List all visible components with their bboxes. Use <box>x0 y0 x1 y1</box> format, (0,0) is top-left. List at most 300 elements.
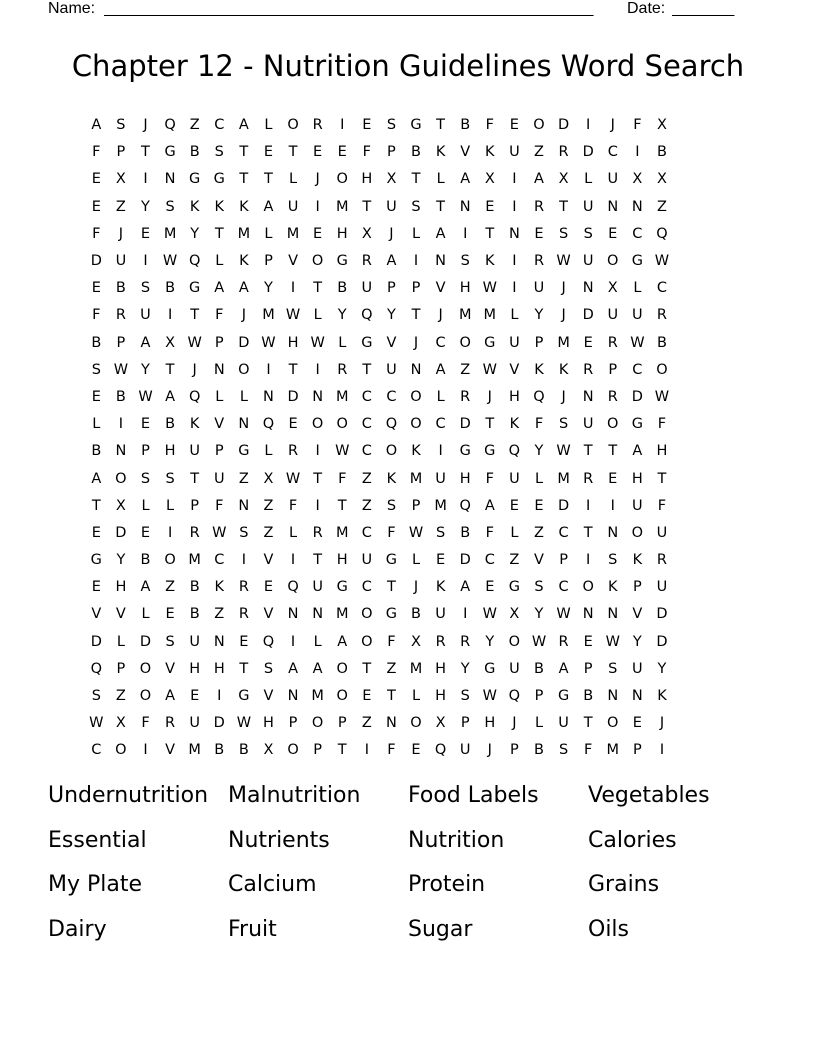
grid-letter[interactable]: W <box>654 388 670 405</box>
grid-letter[interactable]: S <box>436 524 446 541</box>
grid-letter[interactable]: A <box>238 280 249 297</box>
grid-letter[interactable]: W <box>310 334 325 351</box>
grid-letter[interactable]: O <box>336 688 348 705</box>
grid-letter[interactable]: Z <box>263 524 274 541</box>
grid-letter[interactable]: P <box>510 742 519 759</box>
grid-letter[interactable]: X <box>558 171 569 188</box>
grid-letter[interactable]: E <box>534 497 544 514</box>
grid-letter[interactable]: M <box>335 198 349 215</box>
grid-letter[interactable]: A <box>435 225 446 242</box>
grid-letter[interactable]: T <box>485 225 495 242</box>
grid-letter[interactable]: V <box>288 253 298 270</box>
grid-letter[interactable]: K <box>485 253 495 270</box>
grid-letter[interactable]: N <box>263 388 274 405</box>
grid-letter[interactable]: T <box>362 361 372 378</box>
grid-letter[interactable]: F <box>387 633 396 650</box>
grid-letter[interactable]: R <box>115 307 126 324</box>
grid-letter[interactable]: Y <box>141 198 150 215</box>
grid-letter[interactable]: V <box>165 660 176 677</box>
grid-letter[interactable]: X <box>263 742 274 759</box>
grid-letter[interactable]: P <box>264 253 273 270</box>
grid-letter[interactable]: N <box>508 225 520 242</box>
grid-letter[interactable]: M <box>188 552 201 569</box>
grid-letter[interactable]: A <box>140 334 151 351</box>
grid-letter[interactable]: N <box>385 715 397 732</box>
grid-letter[interactable]: S <box>165 633 175 650</box>
grid-letter[interactable]: L <box>633 280 642 297</box>
grid-letter[interactable]: S <box>165 198 175 215</box>
grid-letter[interactable]: T <box>608 443 618 460</box>
grid-letter[interactable]: T <box>239 660 249 677</box>
grid-letter[interactable]: T <box>165 361 175 378</box>
grid-letter[interactable]: T <box>190 470 200 487</box>
grid-letter[interactable]: R <box>238 579 249 596</box>
grid-letter[interactable]: Y <box>632 633 642 650</box>
grid-letter[interactable]: L <box>92 416 101 433</box>
grid-letter[interactable]: B <box>583 688 594 705</box>
grid-letter[interactable]: P <box>190 497 200 514</box>
grid-letter[interactable]: Y <box>534 606 544 623</box>
grid-letter[interactable]: T <box>214 225 224 242</box>
grid-letter[interactable]: I <box>315 198 320 215</box>
grid-letter[interactable]: I <box>143 253 148 270</box>
grid-letter[interactable]: E <box>608 225 618 242</box>
grid-letter[interactable]: W <box>162 253 178 270</box>
grid-letter[interactable]: T <box>288 361 298 378</box>
grid-letter[interactable]: U <box>386 198 397 215</box>
grid-letter[interactable]: K <box>189 198 200 215</box>
grid-letter[interactable]: O <box>336 660 348 677</box>
grid-letter[interactable]: R <box>583 361 594 378</box>
grid-letter[interactable]: G <box>336 579 348 596</box>
grid-letter[interactable]: E <box>140 416 151 433</box>
grid-letter[interactable]: I <box>463 606 468 623</box>
grid-letter[interactable]: E <box>288 416 298 433</box>
grid-letter[interactable]: M <box>311 688 324 705</box>
grid-letter[interactable]: A <box>435 361 446 378</box>
grid-letter[interactable]: Z <box>238 470 249 487</box>
grid-letter[interactable]: Q <box>508 443 521 460</box>
grid-letter[interactable]: R <box>435 633 446 650</box>
grid-letter[interactable]: P <box>387 280 396 297</box>
grid-letter[interactable]: H <box>263 715 274 732</box>
grid-letter[interactable]: L <box>510 524 519 541</box>
grid-letter[interactable]: C <box>361 579 372 596</box>
grid-letter[interactable]: R <box>558 633 569 650</box>
grid-letter[interactable]: S <box>116 117 126 134</box>
grid-letter[interactable]: N <box>115 443 127 460</box>
grid-letter[interactable]: E <box>91 280 101 297</box>
grid-letter[interactable]: B <box>238 742 249 759</box>
grid-letter[interactable]: E <box>485 198 495 215</box>
grid-letter[interactable]: D <box>287 388 299 405</box>
grid-letter[interactable]: U <box>509 144 520 161</box>
grid-letter[interactable]: E <box>91 388 101 405</box>
grid-letter[interactable]: P <box>116 144 126 161</box>
grid-letter[interactable]: Q <box>164 117 176 134</box>
grid-letter[interactable]: C <box>91 742 102 759</box>
grid-letter[interactable]: N <box>213 633 225 650</box>
grid-letter[interactable]: U <box>287 198 299 215</box>
grid-letter[interactable]: M <box>557 470 570 487</box>
grid-letter[interactable]: E <box>534 225 544 242</box>
grid-letter[interactable]: J <box>659 715 665 732</box>
grid-letter[interactable]: T <box>313 470 323 487</box>
grid-letter[interactable]: Y <box>386 307 396 324</box>
grid-letter[interactable]: G <box>484 334 496 351</box>
grid-letter[interactable]: F <box>485 117 494 134</box>
grid-letter[interactable]: D <box>459 552 471 569</box>
grid-letter[interactable]: C <box>607 144 618 161</box>
grid-letter[interactable]: F <box>485 524 494 541</box>
grid-letter[interactable]: J <box>389 225 394 242</box>
grid-letter[interactable]: P <box>632 579 642 596</box>
grid-letter[interactable]: C <box>632 225 643 242</box>
grid-letter[interactable]: H <box>361 171 373 188</box>
grid-letter[interactable]: T <box>337 497 347 514</box>
grid-letter[interactable]: Z <box>361 497 372 514</box>
grid-letter[interactable]: J <box>413 334 419 351</box>
grid-letter[interactable]: B <box>460 524 471 541</box>
grid-letter[interactable]: A <box>558 660 569 677</box>
grid-letter[interactable]: A <box>91 117 102 134</box>
grid-letter[interactable]: Z <box>656 198 667 215</box>
grid-letter[interactable]: W <box>654 253 670 270</box>
grid-letter[interactable]: S <box>263 660 274 677</box>
grid-letter[interactable]: E <box>313 225 323 242</box>
grid-letter[interactable]: F <box>92 307 101 324</box>
grid-letter[interactable]: W <box>482 688 497 705</box>
grid-letter[interactable]: G <box>410 117 422 134</box>
grid-letter[interactable]: H <box>459 280 471 297</box>
grid-letter[interactable]: X <box>115 497 126 514</box>
grid-letter[interactable]: L <box>264 443 273 460</box>
grid-letter[interactable]: D <box>459 416 471 433</box>
grid-letter[interactable]: B <box>140 552 151 569</box>
name-field[interactable]: _______________________________________________________ <box>104 0 594 17</box>
grid-letter[interactable]: T <box>190 307 200 324</box>
grid-letter[interactable]: B <box>337 280 348 297</box>
grid-letter[interactable]: E <box>509 117 519 134</box>
grid-letter[interactable]: Q <box>533 388 545 405</box>
grid-letter[interactable]: S <box>214 144 224 161</box>
grid-letter[interactable]: E <box>140 524 151 541</box>
grid-letter[interactable]: H <box>656 443 668 460</box>
grid-letter[interactable]: O <box>361 633 373 650</box>
grid-letter[interactable]: O <box>508 633 521 650</box>
grid-letter[interactable]: R <box>460 388 471 405</box>
grid-letter[interactable]: P <box>337 715 347 732</box>
grid-letter[interactable]: D <box>115 524 127 541</box>
grid-letter[interactable]: D <box>582 144 594 161</box>
grid-letter[interactable]: T <box>386 579 396 596</box>
grid-letter[interactable]: Q <box>459 497 471 514</box>
grid-letter[interactable]: U <box>361 280 373 297</box>
grid-letter[interactable]: M <box>483 307 497 324</box>
grid-letter[interactable]: T <box>313 280 323 297</box>
grid-letter[interactable]: A <box>632 443 643 460</box>
grid-letter[interactable]: W <box>605 633 620 650</box>
grid-letter[interactable]: I <box>290 633 296 650</box>
grid-letter[interactable]: U <box>582 416 594 433</box>
date-field[interactable]: _______ <box>672 0 735 17</box>
grid-letter[interactable]: H <box>631 470 643 487</box>
grid-letter[interactable]: C <box>632 361 643 378</box>
grid-letter[interactable]: H <box>435 688 447 705</box>
grid-letter[interactable]: R <box>312 524 323 541</box>
grid-letter[interactable]: P <box>460 715 470 732</box>
grid-letter[interactable]: H <box>115 579 127 596</box>
grid-letter[interactable]: Z <box>534 144 544 161</box>
grid-letter[interactable]: S <box>140 470 151 487</box>
grid-letter[interactable]: L <box>411 225 421 242</box>
grid-letter[interactable]: W <box>187 334 202 351</box>
grid-letter[interactable]: J <box>192 361 197 378</box>
grid-letter[interactable]: C <box>361 524 372 541</box>
grid-letter[interactable]: M <box>335 606 349 623</box>
grid-letter[interactable]: R <box>558 144 569 161</box>
grid-letter[interactable]: W <box>556 606 571 623</box>
grid-letter[interactable]: T <box>337 742 347 759</box>
grid-letter[interactable]: T <box>239 144 249 161</box>
grid-letter[interactable]: Q <box>508 688 521 705</box>
grid-letter[interactable]: O <box>336 416 348 433</box>
grid-letter[interactable]: C <box>214 117 225 134</box>
grid-letter[interactable]: A <box>288 660 298 677</box>
grid-letter[interactable]: U <box>115 253 127 270</box>
grid-letter[interactable]: N <box>287 688 299 705</box>
grid-letter[interactable]: R <box>656 307 667 324</box>
grid-letter[interactable]: X <box>484 171 495 188</box>
grid-letter[interactable]: H <box>336 552 348 569</box>
grid-letter[interactable]: D <box>557 117 570 134</box>
grid-letter[interactable]: S <box>91 361 101 378</box>
grid-letter[interactable]: B <box>189 144 200 161</box>
grid-letter[interactable]: P <box>559 552 568 569</box>
grid-letter[interactable]: K <box>485 144 495 161</box>
grid-letter[interactable]: N <box>607 688 619 705</box>
grid-letter[interactable]: V <box>460 144 471 161</box>
grid-letter[interactable]: H <box>484 715 496 732</box>
grid-letter[interactable]: F <box>215 307 224 324</box>
grid-letter[interactable]: B <box>534 660 544 677</box>
grid-letter[interactable]: K <box>411 443 421 460</box>
grid-letter[interactable]: D <box>557 497 570 514</box>
grid-letter[interactable]: A <box>263 198 274 215</box>
grid-letter[interactable]: V <box>263 606 274 623</box>
grid-letter[interactable]: X <box>115 171 126 188</box>
grid-letter[interactable]: I <box>167 307 173 324</box>
grid-letter[interactable]: W <box>89 715 104 732</box>
grid-letter[interactable]: M <box>458 307 472 324</box>
grid-letter[interactable]: M <box>286 225 300 242</box>
grid-letter[interactable]: W <box>212 524 227 541</box>
grid-letter[interactable]: F <box>92 225 101 242</box>
grid-letter[interactable]: D <box>139 633 152 650</box>
grid-letter[interactable]: B <box>411 144 421 161</box>
grid-letter[interactable]: V <box>534 552 544 569</box>
grid-letter[interactable]: I <box>315 497 320 514</box>
grid-letter[interactable]: E <box>337 144 347 161</box>
grid-letter[interactable]: D <box>631 388 643 405</box>
grid-letter[interactable]: Y <box>534 443 544 460</box>
grid-letter[interactable]: H <box>287 334 299 351</box>
grid-letter[interactable]: D <box>213 715 225 732</box>
grid-letter[interactable]: I <box>635 144 640 161</box>
grid-letter[interactable]: L <box>584 171 593 188</box>
grid-letter[interactable]: B <box>165 416 176 433</box>
grid-letter[interactable]: S <box>534 579 544 596</box>
grid-letter[interactable]: X <box>165 334 176 351</box>
grid-letter[interactable]: P <box>313 742 323 759</box>
grid-letter[interactable]: L <box>215 253 224 270</box>
grid-letter[interactable]: D <box>656 633 668 650</box>
grid-letter[interactable]: Y <box>264 280 273 297</box>
grid-letter[interactable]: Q <box>262 416 275 433</box>
grid-letter[interactable]: A <box>534 171 544 188</box>
grid-letter[interactable]: G <box>189 280 201 297</box>
grid-letter[interactable]: E <box>91 524 101 541</box>
grid-letter[interactable]: R <box>165 715 176 732</box>
grid-letter[interactable]: C <box>435 334 446 351</box>
grid-letter[interactable]: G <box>385 552 398 569</box>
grid-letter[interactable]: E <box>411 742 421 759</box>
grid-letter[interactable]: C <box>361 416 372 433</box>
grid-letter[interactable]: Q <box>188 388 201 405</box>
grid-letter[interactable]: N <box>582 388 594 405</box>
grid-letter[interactable]: A <box>386 253 397 270</box>
grid-letter[interactable]: I <box>315 361 320 378</box>
grid-letter[interactable]: L <box>215 388 224 405</box>
grid-letter[interactable]: T <box>362 660 372 677</box>
grid-letter[interactable]: Q <box>656 225 668 242</box>
grid-letter[interactable]: U <box>386 361 397 378</box>
grid-letter[interactable]: V <box>435 280 446 297</box>
grid-letter[interactable]: B <box>165 280 176 297</box>
grid-letter[interactable]: R <box>607 334 618 351</box>
grid-letter[interactable]: C <box>558 524 569 541</box>
grid-letter[interactable]: F <box>288 497 298 514</box>
grid-letter[interactable]: F <box>657 416 667 433</box>
grid-letter[interactable]: L <box>411 552 421 569</box>
grid-letter[interactable]: G <box>189 171 201 188</box>
grid-letter[interactable]: Y <box>190 225 200 242</box>
grid-letter[interactable]: X <box>361 225 372 242</box>
grid-letter[interactable]: W <box>261 334 276 351</box>
grid-letter[interactable]: O <box>139 660 152 677</box>
grid-letter[interactable]: I <box>659 742 665 759</box>
grid-letter[interactable]: U <box>213 470 225 487</box>
grid-letter[interactable]: G <box>238 443 250 460</box>
grid-letter[interactable]: Y <box>657 660 667 677</box>
grid-letter[interactable]: W <box>531 633 547 650</box>
grid-letter[interactable]: U <box>632 497 643 514</box>
grid-letter[interactable]: Z <box>460 361 471 378</box>
grid-letter[interactable]: Z <box>165 579 176 596</box>
grid-letter[interactable]: U <box>509 334 520 351</box>
grid-letter[interactable]: J <box>512 715 517 732</box>
grid-letter[interactable]: X <box>263 470 274 487</box>
grid-letter[interactable]: I <box>241 552 246 569</box>
grid-letter[interactable]: D <box>90 253 102 270</box>
grid-letter[interactable]: F <box>633 117 642 134</box>
grid-letter[interactable]: V <box>165 742 176 759</box>
grid-letter[interactable]: C <box>214 552 225 569</box>
grid-letter[interactable]: P <box>214 443 224 460</box>
grid-letter[interactable]: J <box>487 742 492 759</box>
grid-letter[interactable]: U <box>509 470 520 487</box>
grid-letter[interactable]: I <box>290 552 296 569</box>
grid-letter[interactable]: O <box>115 742 127 759</box>
grid-letter[interactable]: S <box>558 416 569 433</box>
grid-letter[interactable]: I <box>512 171 517 188</box>
grid-letter[interactable]: L <box>141 497 150 514</box>
grid-letter[interactable]: B <box>214 742 225 759</box>
grid-letter[interactable]: Y <box>141 361 150 378</box>
grid-letter[interactable]: S <box>608 660 618 677</box>
grid-letter[interactable]: E <box>583 633 593 650</box>
grid-letter[interactable]: U <box>509 660 520 677</box>
grid-letter[interactable]: J <box>241 307 246 324</box>
grid-letter[interactable]: S <box>608 552 618 569</box>
grid-letter[interactable]: G <box>631 416 643 433</box>
grid-letter[interactable]: J <box>315 171 320 188</box>
grid-letter[interactable]: G <box>484 443 496 460</box>
grid-letter[interactable]: U <box>361 552 373 569</box>
grid-letter[interactable]: A <box>312 660 323 677</box>
grid-letter[interactable]: Q <box>188 253 201 270</box>
grid-letter[interactable]: G <box>336 253 348 270</box>
grid-letter[interactable]: Y <box>337 307 347 324</box>
grid-letter[interactable]: K <box>608 579 618 596</box>
grid-letter[interactable]: M <box>606 742 620 759</box>
grid-letter[interactable]: O <box>631 524 644 541</box>
grid-letter[interactable]: M <box>409 660 423 677</box>
grid-letter[interactable]: P <box>411 280 421 297</box>
grid-letter[interactable]: M <box>434 497 447 514</box>
grid-letter[interactable]: N <box>582 606 594 623</box>
grid-letter[interactable]: T <box>485 416 495 433</box>
grid-letter[interactable]: K <box>214 198 225 215</box>
grid-letter[interactable]: C <box>558 579 569 596</box>
grid-letter[interactable]: T <box>362 198 372 215</box>
grid-letter[interactable]: E <box>263 144 274 161</box>
grid-letter[interactable]: S <box>558 742 569 759</box>
grid-letter[interactable]: U <box>582 198 594 215</box>
grid-letter[interactable]: S <box>460 688 470 705</box>
grid-letter[interactable]: S <box>140 280 151 297</box>
grid-letter[interactable]: V <box>115 606 126 623</box>
grid-letter[interactable]: C <box>361 388 372 405</box>
grid-letter[interactable]: U <box>632 307 643 324</box>
grid-letter[interactable]: Z <box>534 524 544 541</box>
grid-letter[interactable]: P <box>214 334 224 351</box>
grid-letter[interactable]: E <box>91 198 101 215</box>
grid-letter[interactable]: K <box>509 416 520 433</box>
grid-letter[interactable]: F <box>584 742 593 759</box>
grid-letter[interactable]: S <box>411 198 421 215</box>
grid-letter[interactable]: H <box>189 660 201 677</box>
grid-letter[interactable]: J <box>487 388 492 405</box>
grid-letter[interactable]: E <box>485 579 495 596</box>
grid-letter[interactable]: U <box>459 742 471 759</box>
grid-letter[interactable]: W <box>285 307 301 324</box>
grid-letter[interactable]: N <box>607 606 619 623</box>
grid-letter[interactable]: G <box>631 253 643 270</box>
grid-letter[interactable]: L <box>313 307 322 324</box>
grid-letter[interactable]: R <box>361 253 372 270</box>
grid-letter[interactable]: K <box>435 579 446 596</box>
